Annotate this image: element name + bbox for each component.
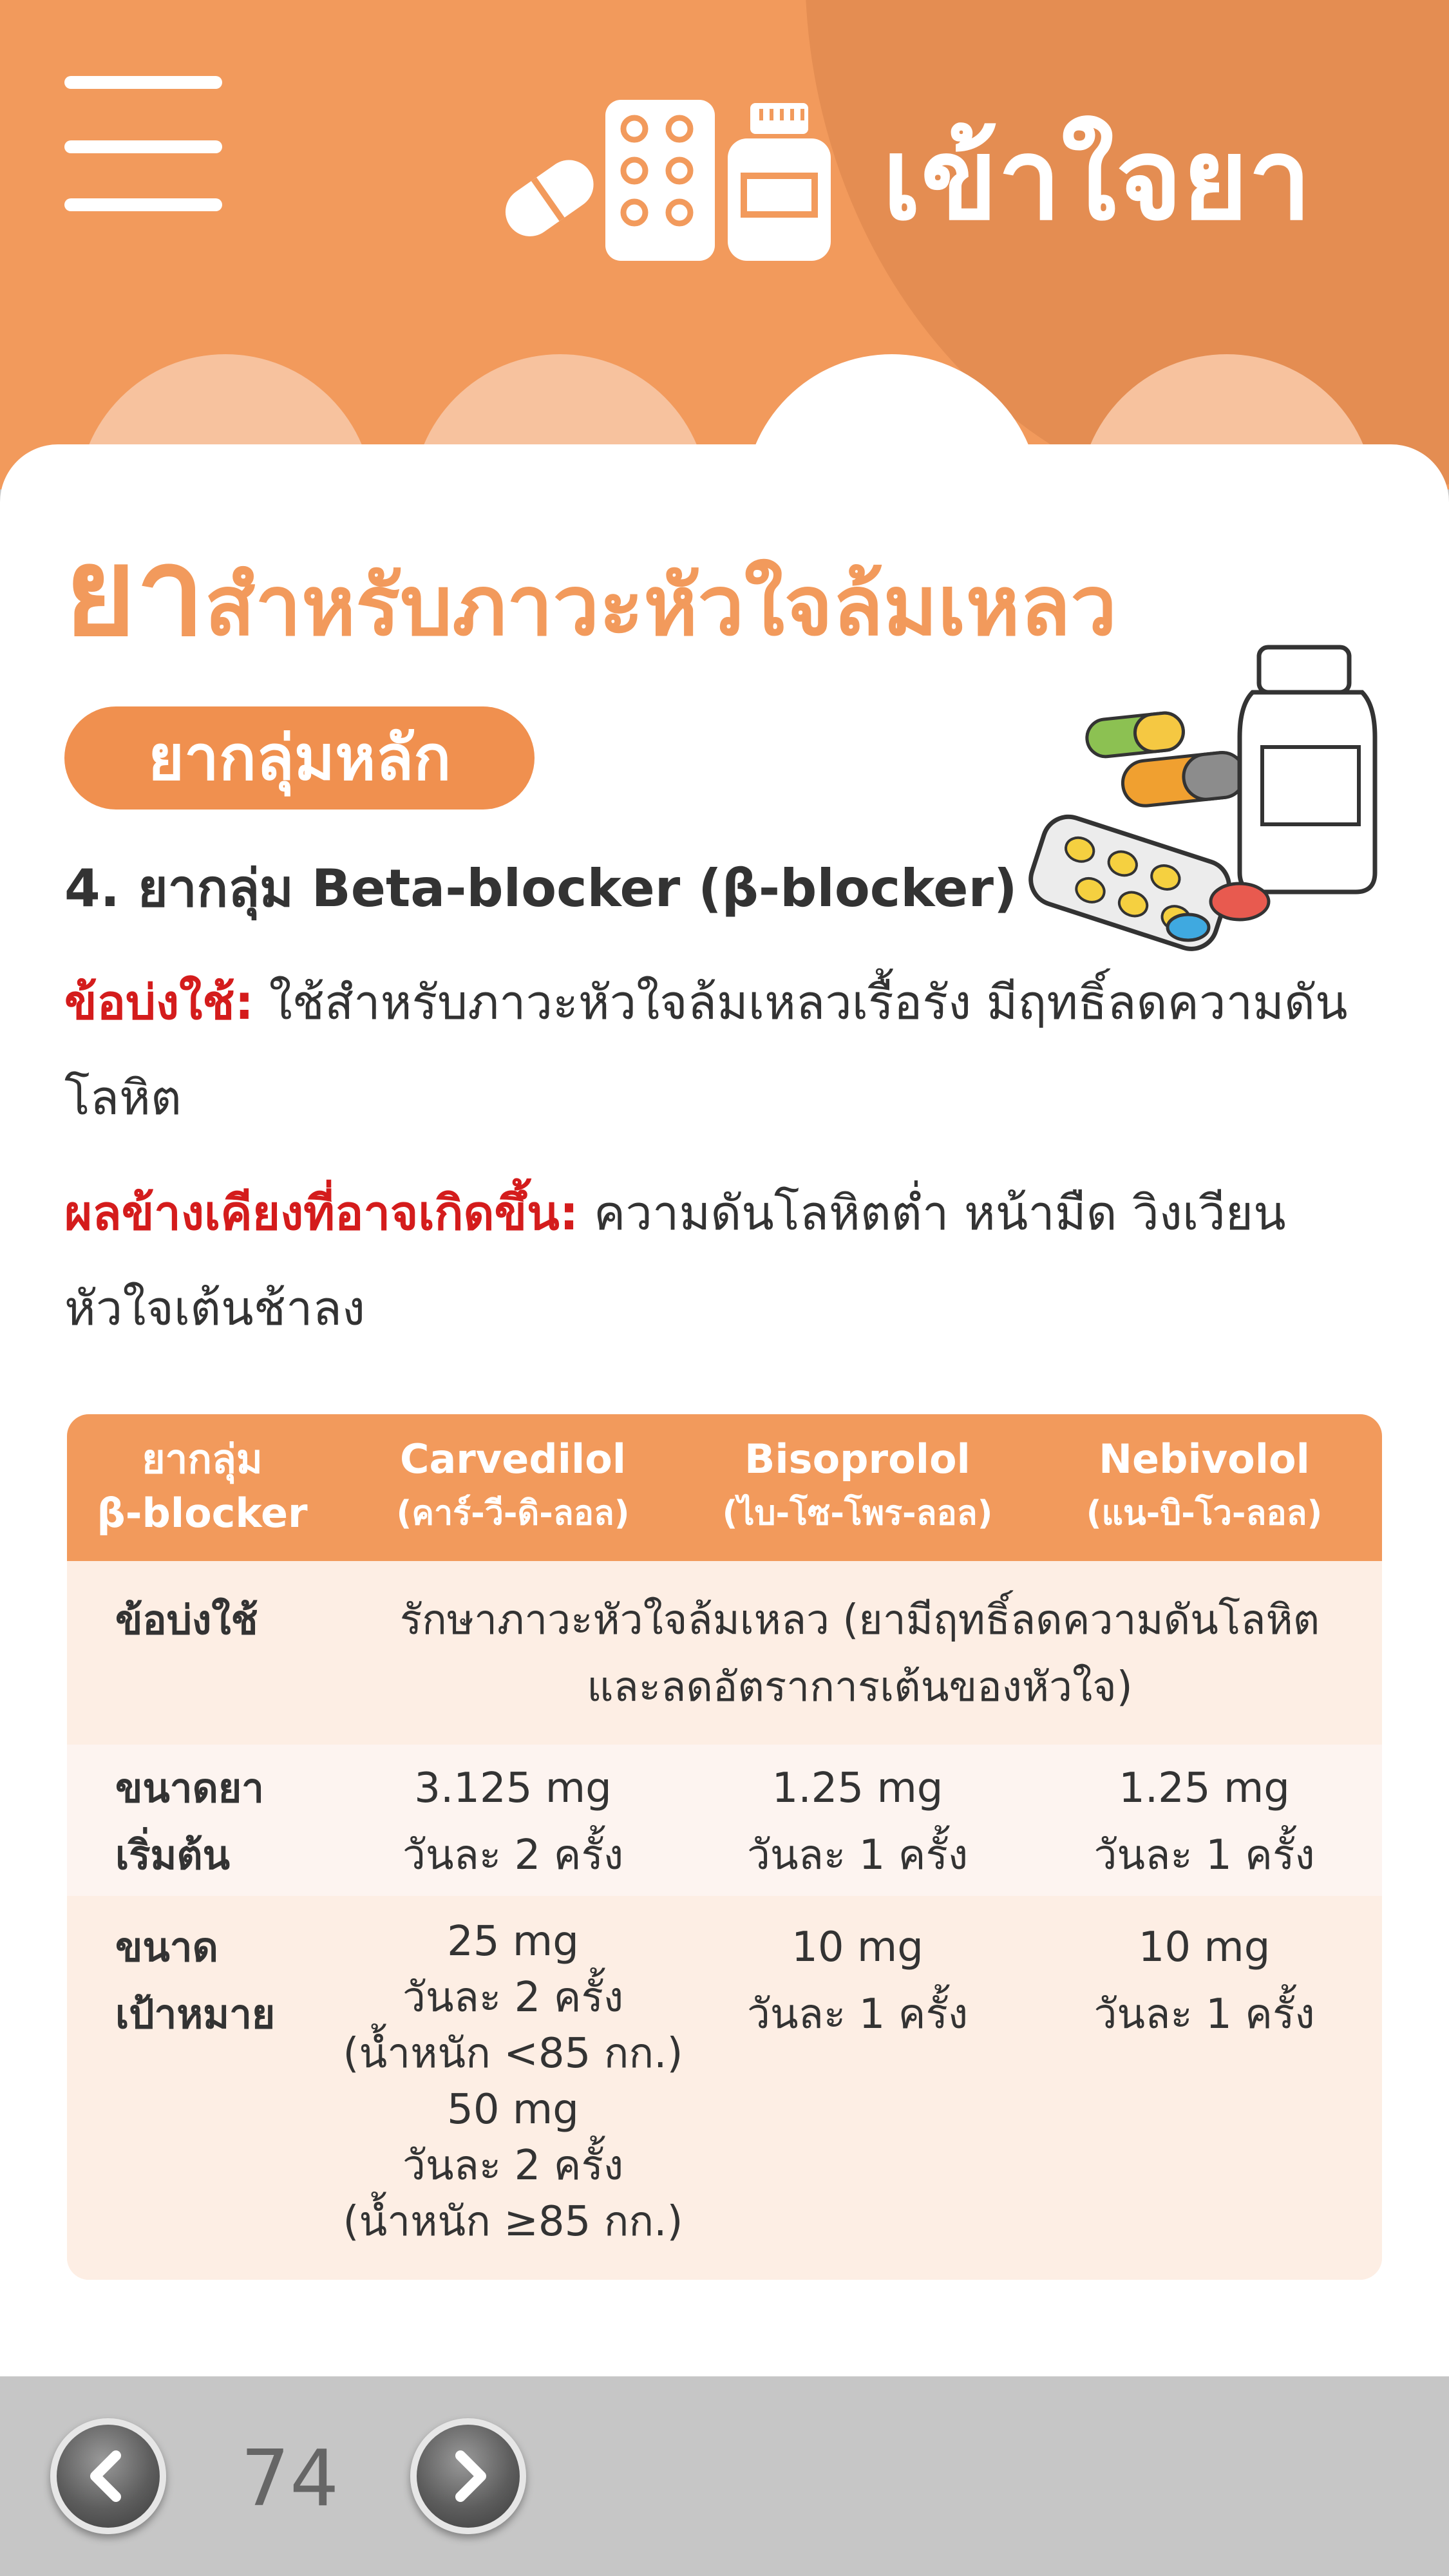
indication-value: ใช้สำหรับภาวะหัวใจล้มเหลวเรื้อรัง มีฤทธิ์ลดความดันโลหิต [64,975,1348,1126]
cell-line: 10 mg [791,1924,923,1971]
chevron-right-icon [436,2444,500,2508]
cell-line: วันละ 2 ครั้ง [402,1832,624,1879]
row-header-line: ขนาด [115,1924,218,1971]
header-pronunciation: (ไบ-โซ-โพร-ลอล) [722,1494,993,1533]
table-cell-merged [337,1587,1382,1721]
cell-line: 1.25 mg [1119,1765,1290,1812]
group-badge: ยากลุ่มหลัก [64,706,535,810]
next-page-button[interactable] [410,2418,526,2534]
header-line: β-blocker [97,1490,308,1537]
cell-line: รักษาภาวะหัวใจล้มเหลว (ยามีฤทธิ์ลดความดันโลหิต [399,1596,1320,1644]
menu-bar [64,140,222,153]
table-cell [1027,1755,1382,1889]
header-pronunciation: (แน-บิ-โว-ลอล) [1086,1494,1323,1533]
cell-line: 3.125 mg [414,1765,612,1812]
page-title-rest: สำหรับภาวะหัวใจล้มเหลว [205,558,1117,654]
row-header-line: เป้าหมาย [115,1991,276,2038]
header-drug-name: Bisoprolol [744,1435,971,1482]
menu-bar [64,76,222,89]
page-number: 74 [240,2434,339,2524]
table-row [67,1561,1382,1745]
header-line: ยากลุ่ม [142,1435,263,1482]
cell-line: วันละ 2 ครั้ง [402,2142,624,2190]
beta-blocker-table [67,1414,1382,2280]
row-header [115,1587,258,1654]
cell-line: 25 mg [447,1918,579,1965]
pill-bottle-icon [502,93,837,267]
row-header [115,1914,275,2048]
page-title-emphasis: ยา [64,521,205,663]
header-drug-name: Carvedilol [399,1435,627,1482]
row-header-line: ขนาดยา [115,1765,264,1812]
hamburger-menu-icon[interactable] [64,76,222,211]
cell-line: วันละ 1 ครั้ง [746,1991,969,2038]
indication-label: ข้อบ่งใช้: [64,975,254,1030]
cell-line: 50 mg [447,2086,579,2134]
row-header-line: ข้อบ่งใช้ [115,1596,258,1643]
table-cell [688,1914,1027,2048]
table-header-cell [1027,1432,1382,1540]
table-cell [688,1755,1027,1889]
side-effects-label: ผลข้างเคียงที่อาจเกิดขึ้น: [64,1186,579,1241]
table-header-cell [67,1432,337,1540]
cell-line: (น้ำหนัก ≥85 กก.) [343,2198,683,2246]
drug-class-title: 4. ยากลุ่ม Beta-blocker (β-blocker) [64,858,1018,918]
table-header-cell [337,1432,688,1540]
cell-line: วันละ 1 ครั้ง [1094,1991,1315,2038]
previous-page-button[interactable] [50,2418,166,2534]
row-header-line: เริ่มต้น [115,1832,231,1879]
cell-line: (น้ำหนัก <85 กก.) [343,2030,683,2078]
header-drug-name: Nebivolol [1099,1435,1310,1482]
row-header [115,1755,264,1889]
cell-line: 10 mg [1138,1924,1271,1971]
header-pronunciation: (คาร์-วี-ดิ-ลอล) [396,1494,630,1533]
app-title: เข้าใจยา [882,115,1312,245]
table-cell [337,1755,688,1889]
table-header-cell [688,1432,1027,1540]
table-header [67,1414,1382,1561]
table-row [67,1896,1382,2280]
chevron-left-icon [76,2444,140,2508]
cell-line: 1.25 mg [772,1765,943,1812]
table-row [67,1745,1382,1896]
menu-bar [64,198,222,211]
cell-line: และลดอัตราการเต้นของหัวใจ) [587,1663,1133,1711]
cell-line: วันละ 1 ครั้ง [1094,1832,1315,1879]
side-effects-value: ความดันโลหิตต่ำ หน้ามืด วิงเวียน หัวใจเต้นช้าลง [64,1186,1286,1336]
app-header [0,0,1449,489]
table-cell [1027,1914,1382,2048]
page-title [64,521,1117,671]
medicine-illustration-icon [1027,634,1388,956]
table-cell [337,1914,688,2250]
indication-text [64,955,1391,1146]
cell-line: วันละ 2 ครั้ง [402,1974,624,2022]
cell-line: วันละ 1 ครั้ง [746,1832,969,1879]
side-effects-text [64,1166,1391,1356]
